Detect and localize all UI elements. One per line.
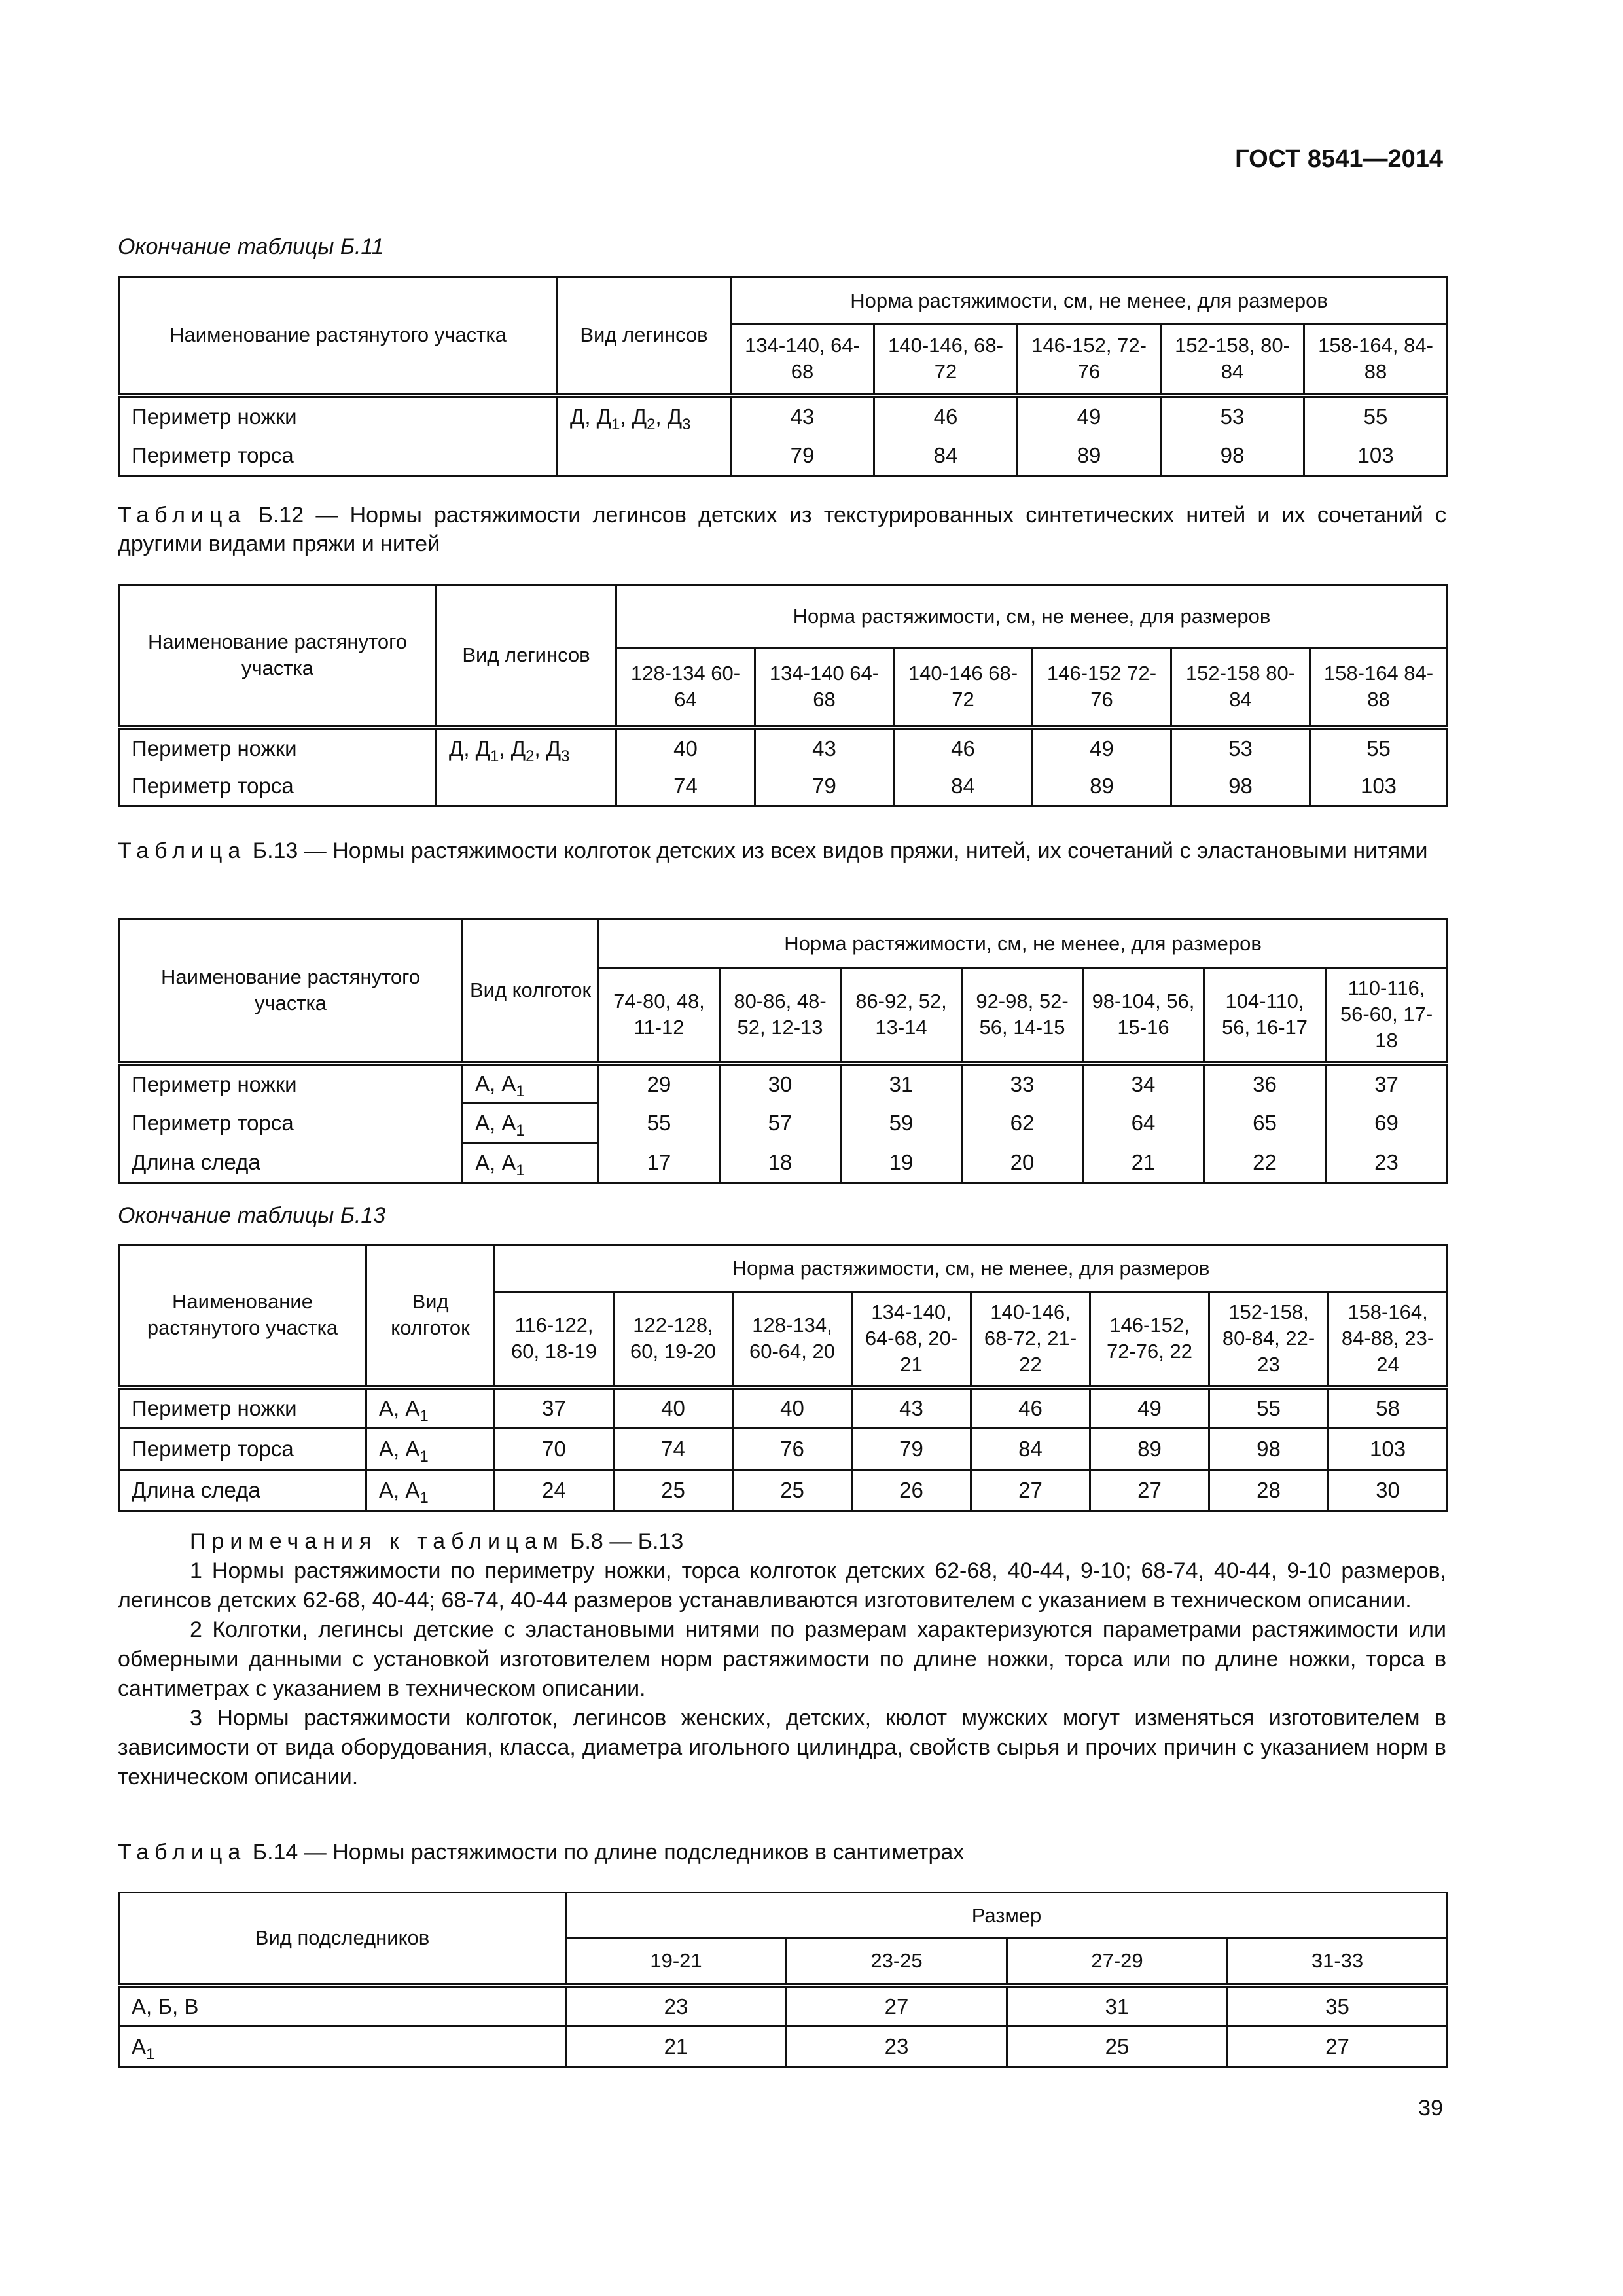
type-cell: А, $А_1$ bbox=[463, 1143, 599, 1183]
header-cell: Норма растяжимости, см, не менее, для размеров bbox=[616, 585, 1448, 648]
size-cell: 140-146 68-72 bbox=[894, 648, 1033, 728]
row-label: Периметр торса bbox=[119, 1429, 366, 1470]
table-b13-end bbox=[118, 1244, 1448, 1512]
value-cell: 36 bbox=[1204, 1064, 1326, 1103]
value-cell: 20 bbox=[962, 1143, 1083, 1183]
table-row bbox=[119, 1986, 1448, 2026]
value-cell: 57 bbox=[720, 1103, 841, 1143]
table-row bbox=[119, 1388, 1448, 1429]
row-label: Длина следа bbox=[119, 1470, 366, 1511]
value-cell: 23 bbox=[566, 1986, 787, 2026]
value-cell: 98 bbox=[1171, 767, 1310, 806]
size-cell: 110-116, 56-60, 17-18 bbox=[1326, 968, 1448, 1064]
value-cell: 62 bbox=[962, 1103, 1083, 1143]
size-cell: 92-98, 52-56, 14-15 bbox=[962, 968, 1083, 1064]
value-cell: 84 bbox=[874, 436, 1018, 476]
value-cell: 25 bbox=[1007, 2026, 1228, 2067]
value-cell: 34 bbox=[1083, 1064, 1204, 1103]
table-row bbox=[119, 767, 1448, 806]
table-b11-end-caption: Окончание таблицы Б.11 bbox=[118, 234, 384, 259]
value-cell: 76 bbox=[733, 1429, 852, 1470]
size-cell: 122-128, 60, 19-20 bbox=[614, 1292, 733, 1388]
size-cell: 134-140, 64-68 bbox=[731, 325, 874, 395]
header-cell: Вид подследников bbox=[119, 1893, 566, 1986]
header-cell: Норма растяжимости, см, не менее, для размеров bbox=[495, 1245, 1448, 1292]
value-cell: 59 bbox=[841, 1103, 962, 1143]
header-cell: Наименование растянутого участка bbox=[119, 920, 463, 1064]
type-cell: Д, $Д_1$, $Д_2$, $Д_3$ bbox=[558, 395, 731, 436]
value-cell: 46 bbox=[894, 728, 1033, 767]
row-label: Периметр ножки bbox=[119, 395, 558, 436]
value-cell: 53 bbox=[1171, 728, 1310, 767]
value-cell: 24 bbox=[495, 1470, 614, 1511]
value-cell: 103 bbox=[1304, 436, 1448, 476]
value-cell: 40 bbox=[733, 1388, 852, 1429]
value-cell: 84 bbox=[894, 767, 1033, 806]
value-cell: 37 bbox=[1326, 1064, 1448, 1103]
value-cell: 49 bbox=[1033, 728, 1171, 767]
size-cell: 128-134 60-64 bbox=[616, 648, 755, 728]
value-cell: 43 bbox=[852, 1388, 971, 1429]
value-cell: 23 bbox=[787, 2026, 1007, 2067]
type-cell: А, $А_1$ bbox=[366, 1470, 495, 1511]
size-cell: 158-164 84-88 bbox=[1310, 648, 1448, 728]
row-label: Периметр ножки bbox=[119, 728, 437, 767]
size-cell: 140-146, 68-72 bbox=[874, 325, 1018, 395]
size-cell: 116-122, 60, 18-19 bbox=[495, 1292, 614, 1388]
header-cell: Наименование растянутого участка bbox=[119, 278, 558, 395]
size-cell: 74-80, 48, 11-12 bbox=[599, 968, 720, 1064]
value-cell: 31 bbox=[841, 1064, 962, 1103]
note-item: 3 Нормы растяжимости колготок, легинсов женских, детских, кюлот мужских могут изменяться изготовителем в зависимости от вида оборудования, класса, диаметра игольного цилиндра, свойств сырья и прочих причин с указанием норм в техническом описании. bbox=[118, 1706, 1446, 1789]
value-cell: 18 bbox=[720, 1143, 841, 1183]
header-cell: Размер bbox=[566, 1893, 1448, 1939]
size-cell: 152-158 80-84 bbox=[1171, 648, 1310, 728]
value-cell: 55 bbox=[1304, 395, 1448, 436]
notes-title: Примечания к таблицам Б.8 — Б.13 bbox=[190, 1529, 684, 1554]
value-cell: 98 bbox=[1209, 1429, 1329, 1470]
row-label: Периметр торса bbox=[119, 436, 558, 476]
value-cell: 79 bbox=[852, 1429, 971, 1470]
size-cell: 146-152 72-76 bbox=[1033, 648, 1171, 728]
table-b12-caption: Таблица Б.12 — Нормы растяжимости легинсов детских из текстурированных синтетических нитей и их сочетаний с другими видами пряжи и нитей bbox=[118, 503, 1446, 556]
notes-block bbox=[118, 1527, 1446, 1792]
note-item: 1 Нормы растяжимости по периметру ножки, торса колготок детских 62-68, 40-44, 9-10; 68-74, 40-44, 9-10 размеров, легинсов детских 62-68, 40-44; 68-74, 40-44 размеров устанавливаются изготовителем с указанием в техническом описании. bbox=[118, 1558, 1446, 1613]
row-label: $А_1$ bbox=[119, 2026, 566, 2067]
value-cell: 70 bbox=[495, 1429, 614, 1470]
size-cell: 158-164, 84-88 bbox=[1304, 325, 1448, 395]
table-row bbox=[119, 395, 1448, 436]
row-label: Периметр торса bbox=[119, 1103, 463, 1143]
value-cell: 43 bbox=[755, 728, 894, 767]
value-cell: 25 bbox=[733, 1470, 852, 1511]
value-cell: 89 bbox=[1018, 436, 1161, 476]
size-cell: 31-33 bbox=[1228, 1939, 1448, 1986]
type-cell: А, $А_1$ bbox=[366, 1429, 495, 1470]
table-b12 bbox=[118, 584, 1448, 807]
value-cell: 103 bbox=[1329, 1429, 1448, 1470]
value-cell: 27 bbox=[1228, 2026, 1448, 2067]
type-cell: Д, $Д_1$, $Д_2$, $Д_3$ bbox=[437, 728, 616, 767]
size-cell: 86-92, 52, 13-14 bbox=[841, 968, 962, 1064]
value-cell: 103 bbox=[1310, 767, 1448, 806]
size-cell: 140-146, 68-72, 21-22 bbox=[971, 1292, 1090, 1388]
value-cell: 21 bbox=[566, 2026, 787, 2067]
row-label: А, Б, В bbox=[119, 1986, 566, 2026]
table-b13-end-caption: Окончание таблицы Б.13 bbox=[118, 1203, 386, 1228]
value-cell: 27 bbox=[971, 1470, 1090, 1511]
header-cell: Вид колготок bbox=[366, 1245, 495, 1388]
row-label: Периметр торса bbox=[119, 767, 437, 806]
value-cell: 53 bbox=[1161, 395, 1304, 436]
type-cell: А, $А_1$ bbox=[366, 1388, 495, 1429]
table-row bbox=[119, 1103, 1448, 1143]
size-cell: 27-29 bbox=[1007, 1939, 1228, 1986]
value-cell: 25 bbox=[614, 1470, 733, 1511]
value-cell: 29 bbox=[599, 1064, 720, 1103]
value-cell: 69 bbox=[1326, 1103, 1448, 1143]
page-number: 39 bbox=[1418, 2096, 1443, 2121]
table-row bbox=[119, 728, 1448, 767]
size-cell: 19-21 bbox=[566, 1939, 787, 1986]
header-cell: Наименование растянутого участка bbox=[119, 585, 437, 728]
table-b14 bbox=[118, 1892, 1448, 2068]
value-cell: 33 bbox=[962, 1064, 1083, 1103]
size-cell: 158-164, 84-88, 23-24 bbox=[1329, 1292, 1448, 1388]
value-cell: 27 bbox=[787, 1986, 1007, 2026]
header-cell: Норма растяжимости, см, не менее, для размеров bbox=[599, 920, 1448, 968]
size-cell: 23-25 bbox=[787, 1939, 1007, 1986]
value-cell: 98 bbox=[1161, 436, 1304, 476]
row-label: Периметр ножки bbox=[119, 1388, 366, 1429]
value-cell: 23 bbox=[1326, 1143, 1448, 1183]
table-b13 bbox=[118, 918, 1448, 1184]
value-cell: 35 bbox=[1228, 1986, 1448, 2026]
size-cell: 98-104, 56, 15-16 bbox=[1083, 968, 1204, 1064]
type-cell bbox=[437, 767, 616, 806]
table-row bbox=[119, 1064, 1448, 1103]
value-cell: 49 bbox=[1018, 395, 1161, 436]
value-cell: 43 bbox=[731, 395, 874, 436]
table-row bbox=[119, 436, 1448, 476]
size-cell: 146-152, 72-76 bbox=[1018, 325, 1161, 395]
value-cell: 74 bbox=[616, 767, 755, 806]
value-cell: 17 bbox=[599, 1143, 720, 1183]
value-cell: 28 bbox=[1209, 1470, 1329, 1511]
value-cell: 22 bbox=[1204, 1143, 1326, 1183]
value-cell: 89 bbox=[1090, 1429, 1209, 1470]
header-cell: Вид колготок bbox=[463, 920, 599, 1064]
size-cell: 128-134, 60-64, 20 bbox=[733, 1292, 852, 1388]
type-cell: А, $А_1$ bbox=[463, 1064, 599, 1103]
value-cell: 30 bbox=[720, 1064, 841, 1103]
header-cell: Наименование растянутого участка bbox=[119, 1245, 366, 1388]
row-label: Длина следа bbox=[119, 1143, 463, 1183]
note-item: 2 Колготки, легинсы детские с эластановыми нитями по размерам характеризуются параметрами растяжимости или обмерными данными с установкой изготовителем норм растяжимости по длине ножки, торса или по длине ножки, торса в сантиметрах с указанием в техническом описании. bbox=[118, 1617, 1446, 1701]
value-cell: 58 bbox=[1329, 1388, 1448, 1429]
value-cell: 84 bbox=[971, 1429, 1090, 1470]
header-cell: Вид легинсов bbox=[558, 278, 731, 395]
size-cell: 134-140, 64-68, 20-21 bbox=[852, 1292, 971, 1388]
value-cell: 64 bbox=[1083, 1103, 1204, 1143]
type-cell: А, $А_1$ bbox=[463, 1103, 599, 1143]
table-row bbox=[119, 1429, 1448, 1470]
type-cell bbox=[558, 436, 731, 476]
size-cell: 152-158, 80-84, 22-23 bbox=[1209, 1292, 1329, 1388]
header-cell: Норма растяжимости, см, не менее, для размеров bbox=[731, 278, 1448, 325]
table-b14-caption: Таблица Б.14 — Нормы растяжимости по длине подследников в сантиметрах bbox=[118, 1840, 965, 1865]
size-cell: 146-152, 72-76, 22 bbox=[1090, 1292, 1209, 1388]
size-cell: 104-110, 56, 16-17 bbox=[1204, 968, 1326, 1064]
value-cell: 79 bbox=[731, 436, 874, 476]
table-row bbox=[119, 2026, 1448, 2067]
value-cell: 74 bbox=[614, 1429, 733, 1470]
table-row bbox=[119, 1470, 1448, 1511]
value-cell: 31 bbox=[1007, 1986, 1228, 2026]
value-cell: 49 bbox=[1090, 1388, 1209, 1429]
value-cell: 46 bbox=[971, 1388, 1090, 1429]
value-cell: 40 bbox=[616, 728, 755, 767]
size-cell: 152-158, 80-84 bbox=[1161, 325, 1304, 395]
value-cell: 30 bbox=[1329, 1470, 1448, 1511]
value-cell: 79 bbox=[755, 767, 894, 806]
header-cell: Вид легинсов bbox=[437, 585, 616, 728]
value-cell: 65 bbox=[1204, 1103, 1326, 1143]
table-b13-caption: Таблица Б.13 — Нормы растяжимости колготок детских из всех видов пряжи, нитей, их сочетаний с эластановыми нитями bbox=[118, 838, 1428, 863]
value-cell: 55 bbox=[1310, 728, 1448, 767]
size-cell: 80-86, 48-52, 12-13 bbox=[720, 968, 841, 1064]
value-cell: 26 bbox=[852, 1470, 971, 1511]
table-row bbox=[119, 1143, 1448, 1183]
value-cell: 19 bbox=[841, 1143, 962, 1183]
value-cell: 27 bbox=[1090, 1470, 1209, 1511]
value-cell: 37 bbox=[495, 1388, 614, 1429]
value-cell: 55 bbox=[599, 1103, 720, 1143]
value-cell: 46 bbox=[874, 395, 1018, 436]
table-b11-end bbox=[118, 276, 1448, 477]
row-label: Периметр ножки bbox=[119, 1064, 463, 1103]
value-cell: 40 bbox=[614, 1388, 733, 1429]
value-cell: 21 bbox=[1083, 1143, 1204, 1183]
value-cell: 55 bbox=[1209, 1388, 1329, 1429]
value-cell: 89 bbox=[1033, 767, 1171, 806]
size-cell: 134-140 64-68 bbox=[755, 648, 894, 728]
standard-header: ГОСТ 8541—2014 bbox=[1235, 145, 1443, 173]
